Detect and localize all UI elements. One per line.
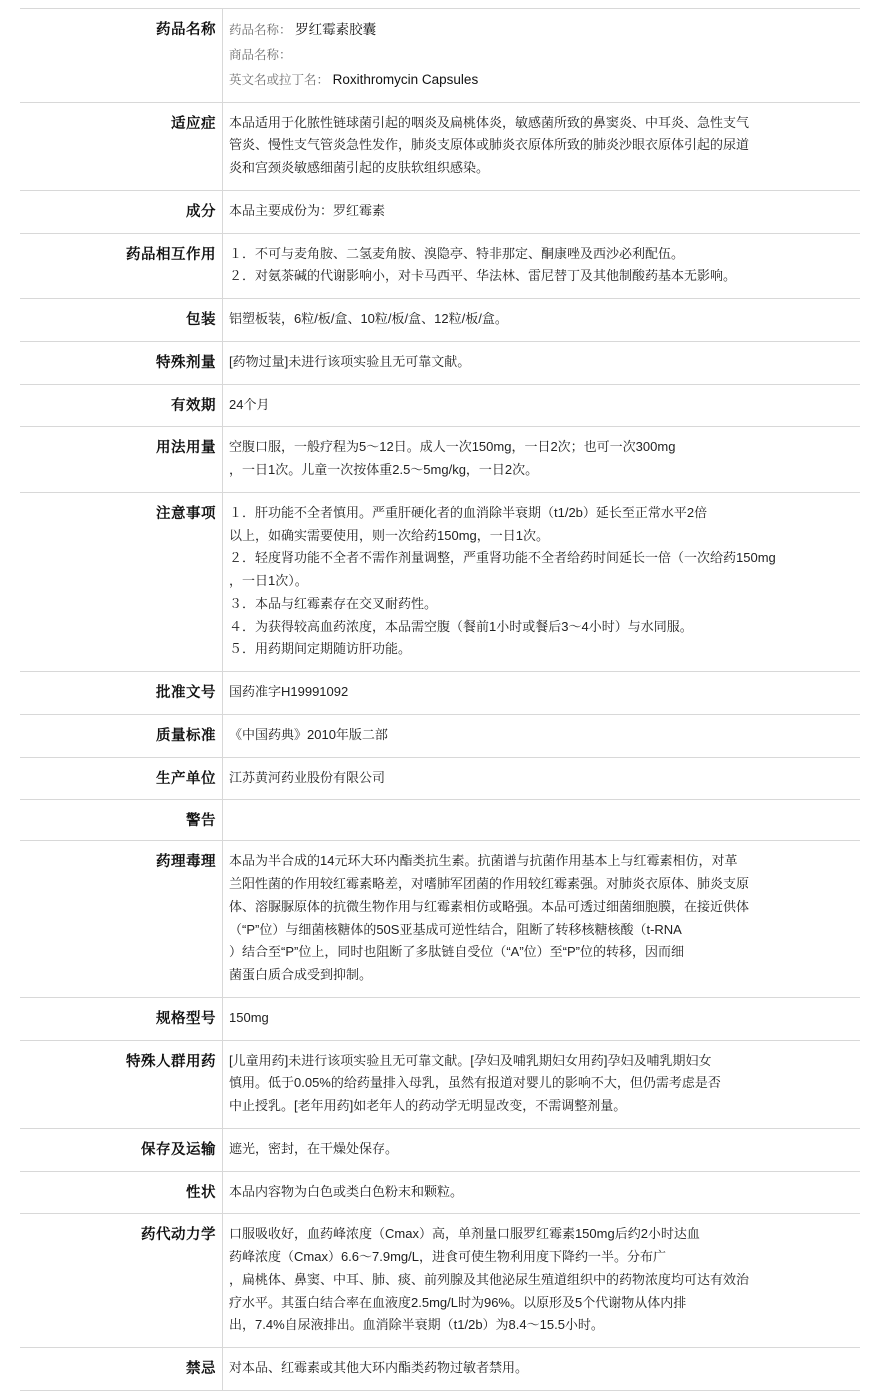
value-list-line: ４．为获得较高血药浓度，本品需空腹（餐前1小时或餐后3～4小时）与水同服。 [229, 618, 693, 634]
value-text-line: 江苏黄河药业股份有限公司 [229, 769, 386, 785]
value-list-line: ２．对氨茶碱的代谢影响小，对卡马西平、华法林、雷尼替丁及其他制酸药基本无影响。 [229, 268, 737, 284]
table-row [20, 672, 860, 715]
value-text-line: 药峰浓度（Cmax）6.6～7.9mg/L，进食可使生物利用度下降约一半。分布广 [229, 1249, 666, 1265]
value-list-line: １．不可与麦角胺、二氢麦角胺、溴隐亭、特非那定、酮康唑及西沙必利配伍。 [229, 245, 685, 261]
drug-name-field [229, 43, 854, 67]
row-value [223, 9, 861, 103]
table-row [20, 384, 860, 427]
row-value [223, 672, 861, 715]
value-list-line: ，一日1次）。 [229, 573, 308, 589]
row-value [223, 190, 861, 233]
drug-name-field-value: Roxithromycin Capsules [332, 71, 479, 87]
value-text-line: 对本品、红霉素或其他大环内酯类药物过敏者禁用。 [229, 1360, 529, 1376]
drug-name-field-key: 英文名或拉丁名： [229, 72, 330, 87]
table-row [20, 1214, 860, 1348]
value-text-line: 150mg [229, 1009, 269, 1025]
row-label: 有效期 [171, 397, 216, 414]
drug-name-field-key: 商品名称： [229, 47, 292, 62]
value-text-line: 口服吸收好，血药峰浓度（Cmax）高，单剂量口服罗红霉素150mg后约2小时达血 [229, 1226, 700, 1242]
drug-name-field-value: 罗红霉素胶囊 [295, 22, 377, 37]
table-row [20, 9, 860, 103]
row-label: 禁忌 [186, 1361, 216, 1378]
drug-name-field [229, 68, 854, 92]
value-list-line: ２．轻度肾功能不全者不需作剂量调整，严重肾功能不全者给药时间延长一倍（一次给药150mg [229, 550, 776, 566]
empty-value [229, 809, 854, 819]
row-label: 批准文号 [156, 685, 216, 702]
value-text-line: 体、溶脲脲原体的抗微生物作用与红霉素相仿或略强。本品可透过细菌细胞膜，在接近供体 [229, 898, 750, 914]
row-value [223, 384, 861, 427]
drug-name-block [229, 18, 854, 92]
value-text-line: 疗水平。其蛋白结合率在血液度2.5mg/L时为96%。以原形及5个代谢物从体内排 [229, 1294, 687, 1310]
row-value [223, 341, 861, 384]
row-label: 注意事项 [156, 505, 216, 522]
row-label: 药品相互作用 [126, 246, 216, 263]
value-text-line: 遮光，密封，在干燥处保存。 [229, 1140, 399, 1156]
row-value [223, 299, 861, 342]
row-value [223, 841, 861, 998]
value-text-line: ，一日1次。儿童一次按体重2.5～5mg/kg，一日2次。 [229, 462, 539, 478]
value-list-line: 以上，如确实需要使用，则一次给药150mg，一日1次。 [229, 527, 549, 543]
table-row [20, 1348, 860, 1391]
table-row [20, 1171, 860, 1214]
row-label: 药品名称 [156, 22, 216, 38]
row-value [223, 102, 861, 190]
row-value [223, 714, 861, 757]
drug-name-field-key: 药品名称： [229, 23, 292, 37]
table-row [20, 1040, 860, 1128]
row-label: 特殊剂量 [156, 354, 216, 371]
value-text-line: 管炎、慢性支气管炎急性发作，肺炎支原体或肺炎衣原体所致的肺炎沙眼衣原体引起的尿道 [229, 137, 750, 153]
value-text-line: 中止授乳。[老年用药]如老年人的药动学无明显改变，不需调整剂量。 [229, 1098, 627, 1114]
value-text-line: ）结合至“P”位上，同时也阻断了多肽链自受位（“A”位）至“P”位的转移，因而细 [229, 944, 684, 960]
row-value [223, 1348, 861, 1391]
row-value [223, 757, 861, 800]
table-row [20, 492, 860, 671]
value-text-line: 空腹口服，一般疗程为5～12日。成人一次150mg，一日2次；也可一次300mg [229, 439, 676, 455]
value-list-line: １．肝功能不全者慎用。严重肝硬化者的血消除半衰期（t1/2b）延长至正常水平2倍 [229, 504, 708, 520]
row-label: 警告 [186, 813, 216, 830]
value-text-line: 慎用。低于0.05%的给药量排入母乳，虽然有报道对婴儿的影响不大，但仍需考虑是否 [229, 1075, 721, 1091]
row-label: 用法用量 [156, 440, 216, 457]
row-label: 特殊人群用药 [126, 1053, 216, 1070]
table-row [20, 341, 860, 384]
value-text-line: 兰阳性菌的作用较红霉素略差，对嗜肺军团菌的作用较红霉素强。对肺炎衣原体、肺炎支原 [229, 876, 750, 892]
value-text-line: ，扁桃体、鼻窦、中耳、肺、痰、前列腺及其他泌尿生殖道组织中的药物浓度均可达有效治 [229, 1271, 750, 1287]
row-value [223, 997, 861, 1040]
table-row [20, 102, 860, 190]
row-value [223, 1128, 861, 1171]
row-label: 药理毒理 [156, 854, 216, 871]
row-label: 生产单位 [156, 770, 216, 787]
row-value [223, 427, 861, 493]
row-value [223, 1040, 861, 1128]
value-text-line: 24个月 [229, 396, 270, 412]
table-row [20, 800, 860, 841]
value-text-line: 《中国药典》2010年版二部 [229, 726, 388, 742]
value-text-line: 本品适用于化脓性链球菌引起的咽炎及扁桃体炎，敏感菌所致的鼻窦炎、中耳炎、急性支气 [229, 114, 750, 130]
drug-name-field [229, 18, 854, 42]
row-value [223, 233, 861, 299]
value-text-line: 铝塑板装，6粒/板/盒、10粒/板/盒、12粒/板/盒。 [229, 311, 508, 327]
row-label: 保存及运输 [141, 1141, 216, 1158]
table-row [20, 190, 860, 233]
row-label: 规格型号 [156, 1010, 216, 1027]
row-label: 成分 [186, 203, 216, 220]
table-row [20, 1128, 860, 1171]
row-value [223, 800, 861, 841]
value-text-line: 炎和宫颈炎敏感细菌引起的皮肤软组织感染。 [229, 160, 490, 176]
value-list-line: ５．用药期间定期随访肝功能。 [229, 641, 412, 657]
row-label: 药代动力学 [141, 1227, 216, 1244]
value-text-line: （“P”位）与细菌核糖体的50S亚基成可逆性结合，阻断了转移核糖核酸（t-RNA [229, 921, 682, 937]
row-value [223, 1171, 861, 1214]
table-row [20, 299, 860, 342]
drug-spec-table [20, 8, 860, 1391]
value-text-line: 本品内容物为白色或类白色粉末和颗粒。 [229, 1183, 464, 1199]
row-label: 包装 [186, 312, 216, 329]
table-row [20, 714, 860, 757]
row-label: 质量标准 [156, 727, 216, 744]
table-row [20, 427, 860, 493]
value-text-line: 出，7.4%自尿液排出。血消除半衰期（t1/2b）为8.4～15.5小时。 [229, 1317, 604, 1333]
row-value [223, 492, 861, 671]
value-text-line: 国药准字H19991092 [229, 684, 349, 700]
row-value [223, 1214, 861, 1348]
value-text-line: [药物过量]未进行该项实验且无可靠文献。 [229, 353, 471, 369]
row-label: 性状 [186, 1184, 216, 1201]
value-text-line: 本品为半合成的14元环大环内酯类抗生素。抗菌谱与抗菌作用基本上与红霉素相仿，对革 [229, 853, 738, 869]
value-text-line: 本品主要成份为：罗红霉素 [229, 202, 386, 218]
value-text-line: 菌蛋白质合成受到抑制。 [229, 967, 373, 983]
row-label: 适应症 [171, 115, 216, 132]
table-row [20, 841, 860, 998]
table-row [20, 233, 860, 299]
table-row [20, 997, 860, 1040]
value-text-line: [儿童用药]未进行该项实验且无可靠文献。[孕妇及哺乳期妇女用药]孕妇及哺乳期妇女 [229, 1052, 712, 1068]
value-list-line: ３．本品与红霉素存在交叉耐药性。 [229, 595, 438, 611]
table-row [20, 757, 860, 800]
